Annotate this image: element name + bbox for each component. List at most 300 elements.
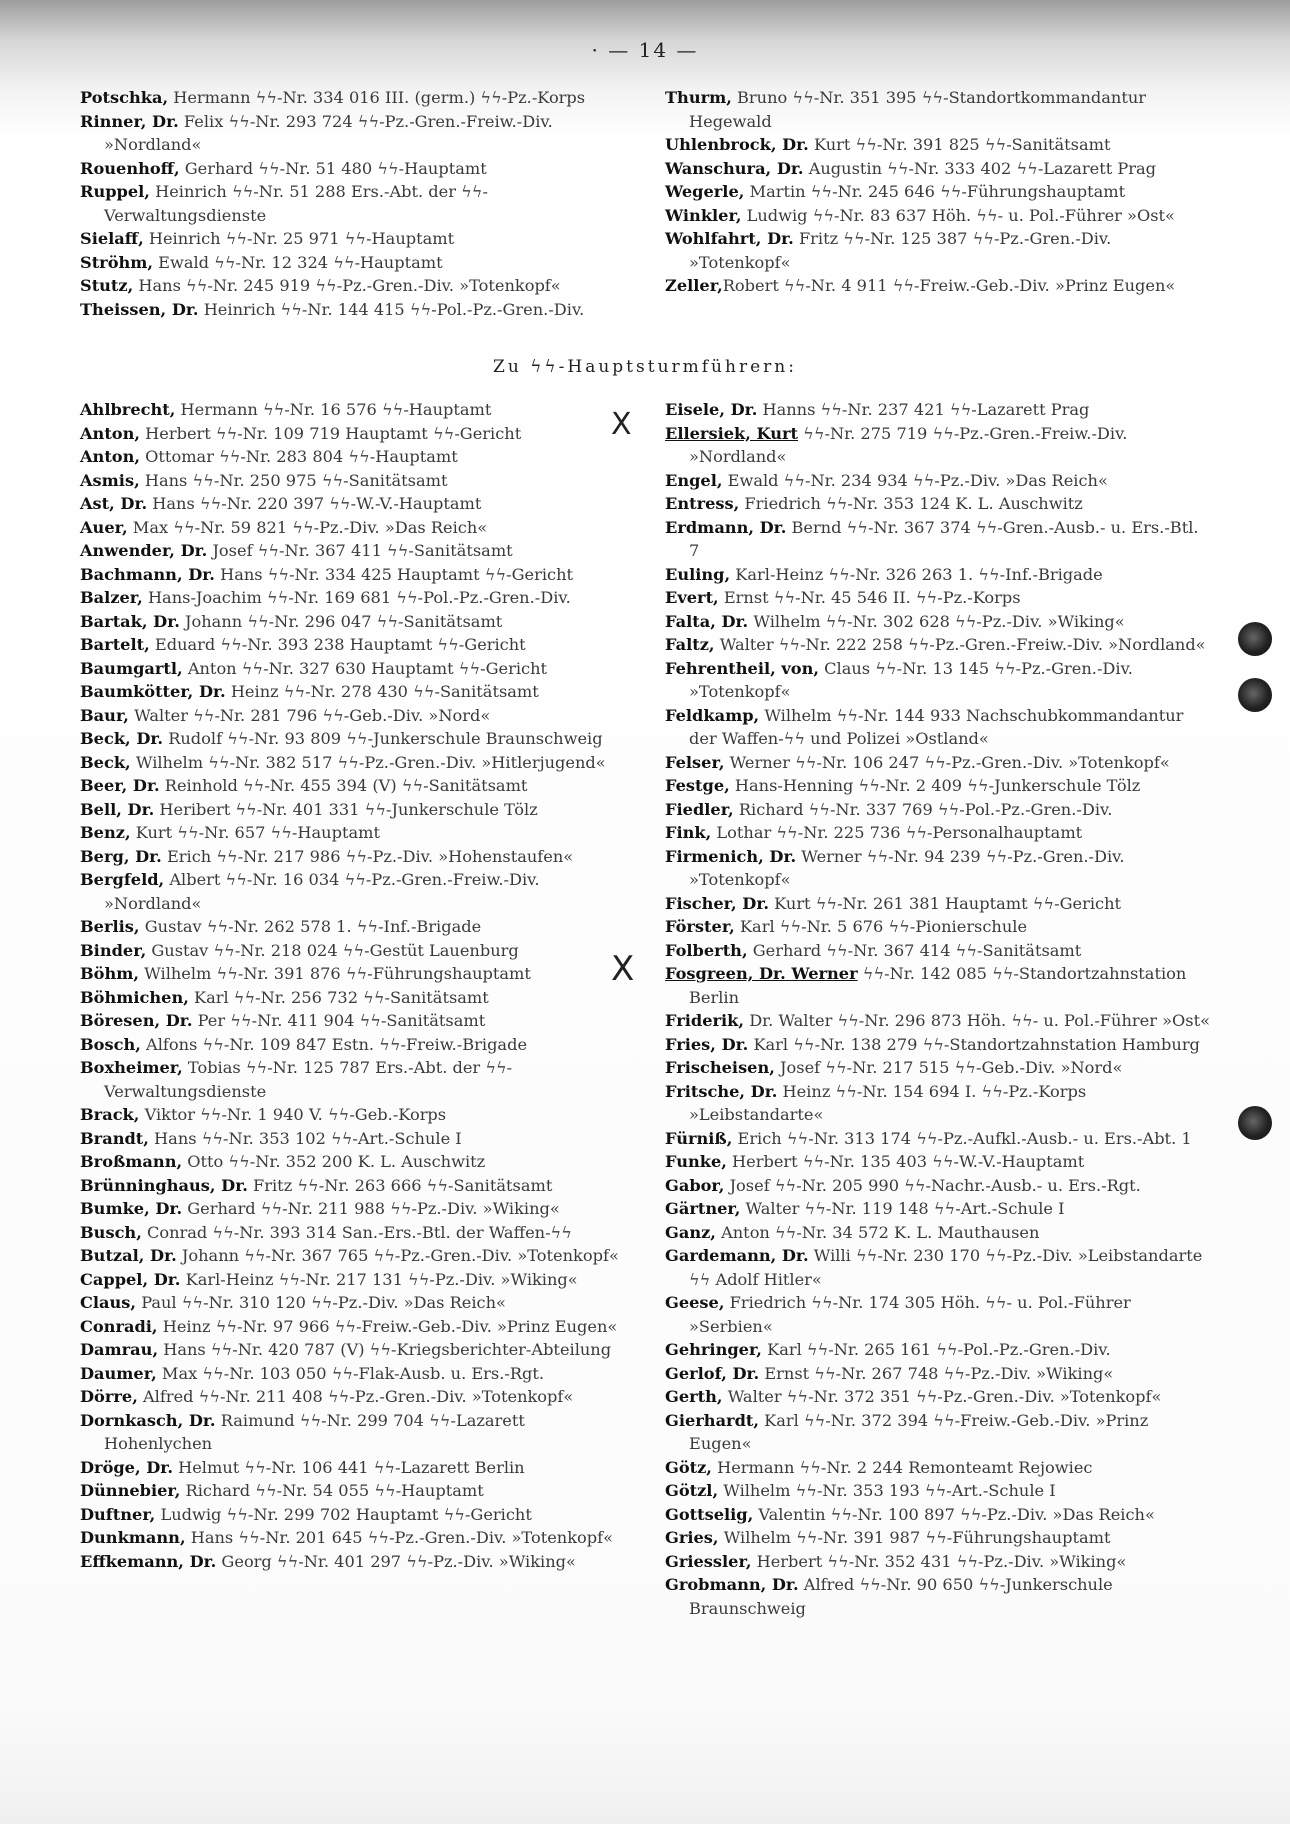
entry-details: Felix ϟϟ-Nr. 293 724 ϟϟ-Pz.-Gren.-Freiw.-Div. »Nordland« (104, 111, 553, 154)
entry-name: Faltz, (665, 635, 715, 654)
entry-details: Wilhelm ϟϟ-Nr. 391 876 ϟϟ-Führungshauptamt (139, 964, 531, 983)
entry-details: Karl ϟϟ-Nr. 138 279 ϟϟ-Standortzahnstation Hamburg (748, 1034, 1200, 1054)
entry-name: Claus, (80, 1293, 137, 1312)
entry-name: Gehringer, (665, 1340, 762, 1359)
entry-details: Friedrich ϟϟ-Nr. 174 305 Höh. ϟϟ- u. Pol.-Führer »Serbien« (689, 1293, 1131, 1336)
roster-entry (80, 751, 635, 775)
entry-details: Alfred ϟϟ-Nr. 90 650 ϟϟ-Junkerschule Braunschweig (689, 1575, 1113, 1618)
entry-details: Hermann ϟϟ-Nr. 16 576 ϟϟ-Hauptamt (175, 400, 492, 419)
entry-name: Ströhm, (80, 252, 154, 272)
entry-name: Daumer, (80, 1363, 157, 1383)
entry-details: Gerhard ϟϟ-Nr. 51 480 ϟϟ-Hauptamt (179, 158, 487, 178)
entry-name: Boxheimer, (80, 1058, 183, 1077)
roster-entry (80, 633, 635, 657)
entry-name: Fink, (665, 823, 712, 842)
page-number: · — 14 — (591, 38, 699, 62)
entry-name: Damrau, (80, 1340, 159, 1359)
roster-entry (665, 657, 1210, 704)
roster-entry (80, 798, 635, 822)
entry-name: Griessler, (665, 1551, 752, 1571)
roster-entry (80, 586, 635, 610)
roster-entry (665, 133, 1210, 157)
entry-name: Duftner, (80, 1504, 156, 1524)
entry-details: Gerhard ϟϟ-Nr. 211 988 ϟϟ-Pz.-Div. »Wiking« (182, 1199, 560, 1218)
entry-details: Walter ϟϟ-Nr. 281 796 ϟϟ-Geb.-Div. »Nord« (128, 705, 491, 725)
entry-name: Frischeisen, (665, 1058, 775, 1077)
roster-entry (665, 1150, 1210, 1174)
roster-entry (665, 1362, 1210, 1386)
entry-name: Dörre, (80, 1387, 138, 1406)
entry-name: Potschka, (80, 88, 169, 107)
roster-entry (80, 469, 635, 493)
entry-name: Rinner, Dr. (80, 111, 179, 131)
roster-entry (80, 1174, 635, 1198)
roster-entry (80, 1526, 635, 1550)
entry-details: Friedrich ϟϟ-Nr. 353 124 K. L. Auschwitz (739, 494, 1083, 513)
entry-details: Walter ϟϟ-Nr. 372 351 ϟϟ-Pz.-Gren.-Div. »Totenkopf« (722, 1387, 1162, 1406)
entry-details: Kurt ϟϟ-Nr. 261 381 Hauptamt ϟϟ-Gericht (769, 893, 1121, 913)
entry-details: Per ϟϟ-Nr. 411 904 ϟϟ-Sanitätsamt (192, 1011, 486, 1030)
main-right-column (611, 398, 1210, 1620)
roster-entry (665, 1550, 1210, 1574)
entry-name: Ahlbrecht, (80, 400, 176, 419)
entry-details: Claus ϟϟ-Nr. 13 145 ϟϟ-Pz.-Gren.-Div. »Totenkopf« (689, 658, 1133, 701)
punch-hole-mark (1238, 1106, 1272, 1140)
roster-entry (80, 1315, 635, 1339)
entry-details: Heinz ϟϟ-Nr. 278 430 ϟϟ-Sanitätsamt (225, 682, 539, 701)
entry-details: Karl-Heinz ϟϟ-Nr. 217 131 ϟϟ-Pz.-Div. »Wiking« (180, 1269, 578, 1289)
roster-entry (80, 962, 635, 986)
entry-name: Dünnebier, (80, 1481, 181, 1500)
entry-details: Heinz ϟϟ-Nr. 97 966 ϟϟ-Freiw.-Geb.-Div. »Prinz Eugen« (157, 1316, 618, 1336)
entry-details: Viktor ϟϟ-Nr. 1 940 V. ϟϟ-Geb.-Korps (139, 1105, 447, 1124)
entry-name: Anton, (80, 447, 141, 466)
entry-name: Ast, Dr. (80, 494, 148, 513)
entry-details: Otto ϟϟ-Nr. 352 200 K. L. Auschwitz (182, 1152, 486, 1171)
entry-name: Ellersiek, Kurt (665, 423, 799, 443)
roster-entry (665, 610, 1210, 634)
roster-entry (80, 657, 635, 681)
entry-details: Hans-Henning ϟϟ-Nr. 2 409 ϟϟ-Junkerschule Tölz (729, 776, 1141, 795)
main-left-column (80, 398, 635, 1573)
punch-hole-mark (1238, 622, 1272, 656)
roster-entry (80, 1103, 635, 1127)
roster-entry (665, 939, 1210, 963)
entry-details: Karl ϟϟ-Nr. 256 732 ϟϟ-Sanitätsamt (188, 987, 489, 1007)
entry-details: Rudolf ϟϟ-Nr. 93 809 ϟϟ-Junkerschule Braunschweig (163, 729, 603, 748)
entry-details: Josef ϟϟ-Nr. 205 990 ϟϟ-Nachr.-Ausb.- u. Ers.-Rgt. (724, 1175, 1141, 1195)
entry-name: Fosgreen, Dr. Werner (665, 964, 858, 983)
top-right-column (665, 86, 1210, 298)
entry-name: Bergfeld, (80, 870, 165, 889)
entry-details: Anton ϟϟ-Nr. 327 630 Hauptamt ϟϟ-Gericht (182, 658, 548, 678)
entry-details: Hans ϟϟ-Nr. 245 919 ϟϟ-Pz.-Gren.-Div. »Totenkopf« (133, 276, 561, 295)
entry-details: Hans ϟϟ-Nr. 353 102 ϟϟ-Art.-Schule I (148, 1128, 462, 1148)
entry-name: Götz, (665, 1457, 712, 1477)
roster-entry (80, 1362, 635, 1386)
entry-details: Ottomar ϟϟ-Nr. 283 804 ϟϟ-Hauptamt (140, 447, 458, 466)
entry-details: Hans ϟϟ-Nr. 250 975 ϟϟ-Sanitätsamt (139, 470, 448, 490)
roster-entry (80, 516, 635, 540)
entry-details: Johann ϟϟ-Nr. 296 047 ϟϟ-Sanitätsamt (179, 611, 503, 631)
roster-entry (80, 1456, 635, 1480)
entry-details: Max ϟϟ-Nr. 59 821 ϟϟ-Pz.-Div. »Das Reich« (127, 517, 488, 537)
roster-entry (80, 110, 635, 157)
entry-details: Alfons ϟϟ-Nr. 109 847 Estn. ϟϟ-Freiw.-Brigade (140, 1034, 528, 1054)
entry-details: Paul ϟϟ-Nr. 310 120 ϟϟ-Pz.-Div. »Das Reich« (136, 1293, 506, 1312)
roster-entry (80, 1033, 635, 1057)
entry-details: Raimund ϟϟ-Nr. 299 704 ϟϟ-Lazarett Hohenlychen (104, 1410, 525, 1453)
entry-name: Stutz, (80, 276, 134, 295)
entry-name: Bachmann, Dr. (80, 564, 215, 584)
roster-entry (665, 774, 1210, 798)
entry-name: Zeller, (665, 276, 723, 295)
roster-entry (80, 274, 635, 298)
roster-entry (665, 915, 1210, 939)
entry-name: Eisele, Dr. (665, 400, 758, 419)
roster-entry (665, 469, 1210, 493)
entry-details: Wilhelm ϟϟ-Nr. 382 517 ϟϟ-Pz.-Gren.-Div. »Hitlerjugend« (130, 752, 606, 772)
entry-details: Albert ϟϟ-Nr. 16 034 ϟϟ-Pz.-Gren.-Freiw.-Div. »Nordland« (104, 870, 540, 913)
entry-details: Bruno ϟϟ-Nr. 351 395 ϟϟ-Standortkommandantur Hegewald (689, 88, 1147, 131)
entry-name: Entress, (665, 494, 740, 513)
entry-name: Folberth, (665, 940, 748, 960)
top-left-column (80, 86, 635, 321)
roster-entry (80, 680, 635, 704)
entry-name: Festge, (665, 776, 730, 795)
entry-details: Anton ϟϟ-Nr. 34 572 K. L. Mauthausen (715, 1222, 1040, 1242)
roster-entry (665, 1033, 1210, 1057)
entry-details: Hanns ϟϟ-Nr. 237 421 ϟϟ-Lazarett Prag (757, 400, 1090, 419)
entry-name: Böhm, (80, 964, 140, 983)
roster-entry (80, 1479, 635, 1503)
punch-hole-mark (1238, 678, 1272, 712)
entry-details: Tobias ϟϟ-Nr. 125 787 Ers.-Abt. der ϟϟ-Verwaltungsdienste (104, 1058, 513, 1101)
roster-entry (80, 157, 635, 181)
roster-entry (80, 915, 635, 939)
entry-details: Karl ϟϟ-Nr. 372 394 ϟϟ-Freiw.-Geb.-Div. »Prinz Eugen« (689, 1410, 1149, 1453)
roster-entry (665, 704, 1210, 751)
entry-details: Richard ϟϟ-Nr. 337 769 ϟϟ-Pol.-Pz.-Gren.-Div. (733, 799, 1113, 819)
roster-entry (80, 845, 635, 869)
entry-details: Alfred ϟϟ-Nr. 211 408 ϟϟ-Pz.-Gren.-Div. »Totenkopf« (137, 1387, 574, 1406)
roster-entry (80, 1244, 635, 1268)
entry-name: Ruppel, (80, 182, 150, 201)
roster-entry (80, 180, 635, 227)
entry-name: Butzal, Dr. (80, 1246, 177, 1265)
entry-details: Georg ϟϟ-Nr. 401 297 ϟϟ-Pz.-Div. »Wiking« (216, 1551, 576, 1571)
roster-entry (665, 1503, 1210, 1527)
roster-entry (665, 821, 1210, 845)
roster-entry (80, 1338, 635, 1362)
roster-entry (665, 1479, 1210, 1503)
entry-details: Wilhelm ϟϟ-Nr. 391 987 ϟϟ-Führungshauptamt (718, 1528, 1111, 1547)
entry-details: Hans ϟϟ-Nr. 201 645 ϟϟ-Pz.-Gren.-Div. »Totenkopf« (185, 1528, 614, 1547)
roster-entry (665, 204, 1210, 228)
entry-name: Gärtner, (665, 1199, 741, 1218)
entry-details: Heinrich ϟϟ-Nr. 25 971 ϟϟ-Hauptamt (143, 229, 455, 248)
entry-name: Baumkötter, Dr. (80, 682, 226, 701)
roster-entry (80, 86, 635, 110)
roster-entry (665, 86, 1210, 133)
roster-entry (80, 1385, 635, 1409)
roster-entry (665, 1056, 1210, 1080)
entry-details: Wilhelm ϟϟ-Nr. 144 933 Nachschubkommandantur der Waffen-ϟϟ und Polizei »Ostland« (689, 705, 1184, 748)
entry-name: Balzer, (80, 588, 143, 607)
entry-name: Baur, (80, 705, 129, 725)
entry-details: Josef ϟϟ-Nr. 367 411 ϟϟ-Sanitätsamt (207, 541, 513, 560)
entry-name: Beer, Dr. (80, 776, 160, 795)
entry-name: Fürniß, (665, 1128, 733, 1148)
roster-entry (665, 1409, 1210, 1456)
roster-entry (80, 1197, 635, 1221)
entry-name: Rouenhoff, (80, 158, 180, 178)
entry-details: Hans ϟϟ-Nr. 220 397 ϟϟ-W.-V.-Hauptamt (147, 494, 482, 513)
roster-entry (80, 298, 635, 322)
entry-name: Effkemann, Dr. (80, 1551, 217, 1571)
entry-name: Geese, (665, 1293, 725, 1312)
roster-entry (665, 180, 1210, 204)
entry-name: Brandt, (80, 1128, 149, 1148)
entry-name: Wohlfahrt, Dr. (665, 229, 794, 248)
entry-name: Fehrentheil, von, (665, 658, 819, 678)
entry-details: Werner ϟϟ-Nr. 94 239 ϟϟ-Pz.-Gren.-Div. »Totenkopf« (689, 846, 1125, 889)
entry-name: Gierhardt, (665, 1410, 760, 1430)
roster-entry (665, 274, 1210, 298)
entry-name: Bumke, Dr. (80, 1199, 183, 1218)
roster-entry (665, 1385, 1210, 1409)
roster-entry (80, 868, 635, 915)
entry-details: Kurt ϟϟ-Nr. 391 825 ϟϟ-Sanitätsamt (808, 135, 1111, 154)
entry-name: Gottselig, (665, 1504, 754, 1524)
entry-details: Heribert ϟϟ-Nr. 401 331 ϟϟ-Junkerschule Tölz (154, 799, 538, 819)
entry-details: Walter ϟϟ-Nr. 119 148 ϟϟ-Art.-Schule I (740, 1199, 1065, 1218)
entry-name: Theissen, Dr. (80, 299, 199, 319)
entry-name: Benz, (80, 823, 131, 842)
entry-name: Firmenich, Dr. (665, 846, 797, 866)
entry-name: Wegerle, (665, 182, 745, 201)
entry-details: Walter ϟϟ-Nr. 222 258 ϟϟ-Pz.-Gren.-Freiw.-Div. »Nordland« (714, 635, 1206, 654)
roster-entry (80, 251, 635, 275)
entry-details: Max ϟϟ-Nr. 103 050 ϟϟ-Flak-Ausb. u. Ers.-Rgt. (156, 1363, 545, 1383)
roster-entry (665, 1080, 1210, 1127)
roster-entry (665, 1009, 1210, 1033)
entry-details: Ewald ϟϟ-Nr. 234 934 ϟϟ-Pz.-Div. »Das Reich« (722, 470, 1108, 490)
roster-entry: X Ellersiek, Kurt ϟϟ-Nr. 275 719 ϟϟ-Pz.-Gren.-Freiw.-Div. »Nordland« (611, 406, 1128, 466)
entry-name: Gerlof, Dr. (665, 1363, 760, 1383)
entry-details: Ernst ϟϟ-Nr. 267 748 ϟϟ-Pz.-Div. »Wiking« (759, 1363, 1114, 1383)
entry-name: Winkler, (665, 205, 742, 225)
roster-entry (665, 398, 1210, 422)
entry-name: Gries, (665, 1528, 719, 1547)
entry-details: Eduard ϟϟ-Nr. 393 238 Hauptamt ϟϟ-Gericht (149, 635, 526, 654)
roster-entry (665, 1127, 1210, 1151)
roster-entry (665, 1338, 1210, 1362)
roster-entry (80, 704, 635, 728)
entry-details: Karl-Heinz ϟϟ-Nr. 326 263 1. ϟϟ-Inf.-Brigade (730, 564, 1103, 584)
entry-details: Heinz ϟϟ-Nr. 154 694 I. ϟϟ-Pz.-Korps »Leibstandarte« (689, 1081, 1087, 1124)
entry-name: Beck, (80, 752, 131, 772)
entry-details: Herbert ϟϟ-Nr. 109 719 Hauptamt ϟϟ-Gericht (140, 423, 522, 443)
entry-name: Busch, (80, 1222, 142, 1242)
roster-entry (665, 1244, 1210, 1291)
roster-entry (665, 1573, 1210, 1620)
entry-details: Kurt ϟϟ-Nr. 657 ϟϟ-Hauptamt (130, 823, 380, 842)
entry-details: ϟϟ-Nr. 275 719 ϟϟ-Pz.-Gren.-Freiw.-Div. »Nordland« (689, 423, 1128, 466)
entry-details: Herbert ϟϟ-Nr. 135 403 ϟϟ-W.-V.-Hauptamt (726, 1152, 1085, 1171)
entry-details: Fritz ϟϟ-Nr. 125 387 ϟϟ-Pz.-Gren.-Div. »Totenkopf« (689, 229, 1112, 272)
entry-name: Fries, Dr. (665, 1034, 749, 1054)
entry-name: Gardemann, Dr. (665, 1246, 809, 1265)
roster-entry (80, 1009, 635, 1033)
entry-name: Broßmann, (80, 1152, 183, 1171)
roster-entry (665, 1174, 1210, 1198)
roster-entry (80, 539, 635, 563)
entry-name: Falta, Dr. (665, 611, 749, 631)
entry-name: Dornkasch, Dr. (80, 1410, 216, 1430)
entry-name: Conradi, (80, 1316, 158, 1336)
roster-entry (665, 751, 1210, 775)
entry-details: Helmut ϟϟ-Nr. 106 441 ϟϟ-Lazarett Berlin (172, 1457, 525, 1477)
roster-entry (80, 774, 635, 798)
roster-entry (80, 727, 635, 751)
entry-details: Reinhold ϟϟ-Nr. 455 394 (V) ϟϟ-Sanitätsamt (159, 776, 528, 795)
entry-details: Hermann ϟϟ-Nr. 2 244 Remonteamt Rejowiec (711, 1457, 1093, 1477)
roster-entry (80, 563, 635, 587)
entry-details: Hans ϟϟ-Nr. 334 425 Hauptamt ϟϟ-Gericht (214, 564, 574, 584)
entry-details: Erich ϟϟ-Nr. 313 174 ϟϟ-Pz.-Aufkl.-Ausb.- u. Ers.-Abt. 1 (732, 1128, 1192, 1148)
entry-name: Asmis, (80, 470, 140, 490)
roster-entry (80, 1056, 635, 1103)
roster-entry (665, 1221, 1210, 1245)
entry-details: Willi ϟϟ-Nr. 230 170 ϟϟ-Pz.-Div. »Leibstandarte ϟϟ Adolf Hitler« (689, 1246, 1203, 1289)
entry-details: Martin ϟϟ-Nr. 245 646 ϟϟ-Führungshauptamt (744, 182, 1126, 201)
entry-name: Baumgartl, (80, 658, 183, 678)
entry-name: Evert, (665, 588, 719, 607)
roster-entry (80, 398, 635, 422)
entry-name: Bartelt, (80, 635, 150, 654)
entry-name: Binder, (80, 940, 147, 960)
entry-name: Bartak, Dr. (80, 611, 180, 631)
entry-name: Berg, Dr. (80, 846, 162, 866)
entry-name: Brack, (80, 1105, 140, 1124)
entry-details: Dr. Walter ϟϟ-Nr. 296 873 Höh. ϟϟ- u. Pol.-Führer »Ost« (744, 1011, 1210, 1030)
entry-details: Heinrich ϟϟ-Nr. 144 415 ϟϟ-Pol.-Pz.-Gren.-Div. (198, 299, 585, 319)
entry-name: Beck, Dr. (80, 729, 164, 748)
entry-details: Gustav ϟϟ-Nr. 218 024 ϟϟ-Gestüt Lauenburg (146, 940, 519, 960)
roster-entry (80, 1127, 635, 1151)
entry-name: Engel, (665, 470, 723, 490)
roster-entry (665, 586, 1210, 610)
roster-entry (665, 1526, 1210, 1550)
entry-details: Gerhard ϟϟ-Nr. 367 414 ϟϟ-Sanitätsamt (747, 940, 1082, 960)
roster-entry (80, 821, 635, 845)
entry-details: Hermann ϟϟ-Nr. 334 016 III. (germ.) ϟϟ-Pz.-Korps (168, 88, 586, 107)
roster-entry (80, 1221, 635, 1245)
entry-details: Augustin ϟϟ-Nr. 333 402 ϟϟ-Lazarett Prag (803, 158, 1157, 178)
entry-details: Ludwig ϟϟ-Nr. 299 702 Hauptamt ϟϟ-Gericht (155, 1504, 532, 1524)
entry-name: Auer, (80, 517, 128, 537)
entry-details: Fritz ϟϟ-Nr. 263 666 ϟϟ-Sanitätsamt (247, 1175, 553, 1195)
entry-name: Dunkmann, (80, 1528, 186, 1547)
roster-entry (665, 1456, 1210, 1480)
entry-details: Ludwig ϟϟ-Nr. 83 637 Höh. ϟϟ- u. Pol.-Führer »Ost« (741, 205, 1175, 225)
entry-name: Funke, (665, 1152, 727, 1171)
entry-details: Conrad ϟϟ-Nr. 393 314 San.-Ers.-Btl. der Waffen-ϟϟ (141, 1222, 572, 1242)
entry-name: Gabor, (665, 1175, 725, 1195)
entry-name: Feldkamp, (665, 705, 760, 725)
entry-name: Sielaff, (80, 229, 144, 248)
entry-details: Lothar ϟϟ-Nr. 225 736 ϟϟ-Personalhauptamt (711, 823, 1083, 842)
entry-details: Werner ϟϟ-Nr. 106 247 ϟϟ-Pz.-Gren.-Div. »Totenkopf« (724, 752, 1170, 772)
entry-name: Fischer, Dr. (665, 893, 770, 913)
entry-details: Ernst ϟϟ-Nr. 45 546 II. ϟϟ-Pz.-Korps (718, 588, 1021, 607)
entry-details: Hans ϟϟ-Nr. 420 787 (V) ϟϟ-Kriegsberichter-Abteilung (158, 1340, 612, 1359)
roster-entry (665, 845, 1210, 892)
roster-entry (80, 986, 635, 1010)
roster-entry: X Fosgreen, Dr. Werner ϟϟ-Nr. 142 085 ϟϟ-Standortzahnstation Berlin (611, 949, 1187, 1007)
entry-details: Richard ϟϟ-Nr. 54 055 ϟϟ-Hauptamt (180, 1481, 484, 1500)
entry-name: Gerth, (665, 1387, 723, 1406)
entry-name: Bosch, (80, 1034, 141, 1054)
entry-name: Berlis, (80, 917, 140, 936)
section-heading: Zu ϟϟ-Hauptsturmführern: (493, 357, 797, 377)
roster-entry (665, 157, 1210, 181)
roster-entry (80, 445, 635, 469)
entry-name: Bell, Dr. (80, 799, 155, 819)
roster-entry (80, 227, 635, 251)
entry-details: Bernd ϟϟ-Nr. 367 374 ϟϟ-Gren.-Ausb.- u. Ers.-Btl. 7 (689, 517, 1199, 560)
entry-name: Förster, (665, 917, 735, 936)
entry-name: Thurm, (665, 88, 732, 107)
entry-name: Anwender, Dr. (80, 541, 208, 560)
entry-name: Wanschura, Dr. (665, 158, 804, 178)
roster-entry (665, 798, 1210, 822)
entry-name: Anton, (80, 423, 141, 443)
entry-details: Herbert ϟϟ-Nr. 352 431 ϟϟ-Pz.-Div. »Wiking« (751, 1551, 1127, 1571)
entry-details: Karl ϟϟ-Nr. 265 161 ϟϟ-Pol.-Pz.-Gren.-Div. (761, 1340, 1111, 1359)
roster-entry (80, 1503, 635, 1527)
entry-name: Euling, (665, 564, 731, 584)
entry-details: Gustav ϟϟ-Nr. 262 578 1. ϟϟ-Inf.-Brigade (139, 917, 482, 936)
roster-entry (665, 892, 1210, 916)
roster-entry (80, 610, 635, 634)
roster-entry (80, 939, 635, 963)
entry-details: Ewald ϟϟ-Nr. 12 324 ϟϟ-Hauptamt (153, 252, 443, 272)
roster-entry (80, 1550, 635, 1574)
entry-name: Böresen, Dr. (80, 1011, 193, 1030)
entry-name: Erdmann, Dr. (665, 517, 787, 537)
entry-name: Ganz, (665, 1222, 716, 1242)
entry-name: Fritsche, Dr. (665, 1081, 778, 1101)
entry-details: Wilhelm ϟϟ-Nr. 302 628 ϟϟ-Pz.-Div. »Wiking« (748, 611, 1125, 631)
entry-name: Böhmichen, (80, 987, 189, 1007)
entry-details: Karl ϟϟ-Nr. 5 676 ϟϟ-Pionierschule (734, 917, 1028, 936)
entry-details: Hans-Joachim ϟϟ-Nr. 169 681 ϟϟ-Pol.-Pz.-Gren.-Div. (142, 588, 571, 607)
entry-details: Robert ϟϟ-Nr. 4 911 ϟϟ-Freiw.-Geb.-Div. »Prinz Eugen« (722, 276, 1176, 295)
entry-name: Dröge, Dr. (80, 1457, 173, 1477)
entry-name: Friderik, (665, 1011, 745, 1030)
roster-entry (665, 563, 1210, 587)
roster-entry (80, 492, 635, 516)
entry-name: Grobmann, Dr. (665, 1575, 799, 1594)
roster-entry (665, 1197, 1210, 1221)
entry-details: Valentin ϟϟ-Nr. 100 897 ϟϟ-Pz.-Div. »Das Reich« (753, 1504, 1155, 1524)
roster-entry (80, 1409, 635, 1456)
entry-name: Uhlenbrock, Dr. (665, 135, 809, 154)
entry-name: Felser, (665, 752, 725, 772)
roster-entry (80, 1268, 635, 1292)
